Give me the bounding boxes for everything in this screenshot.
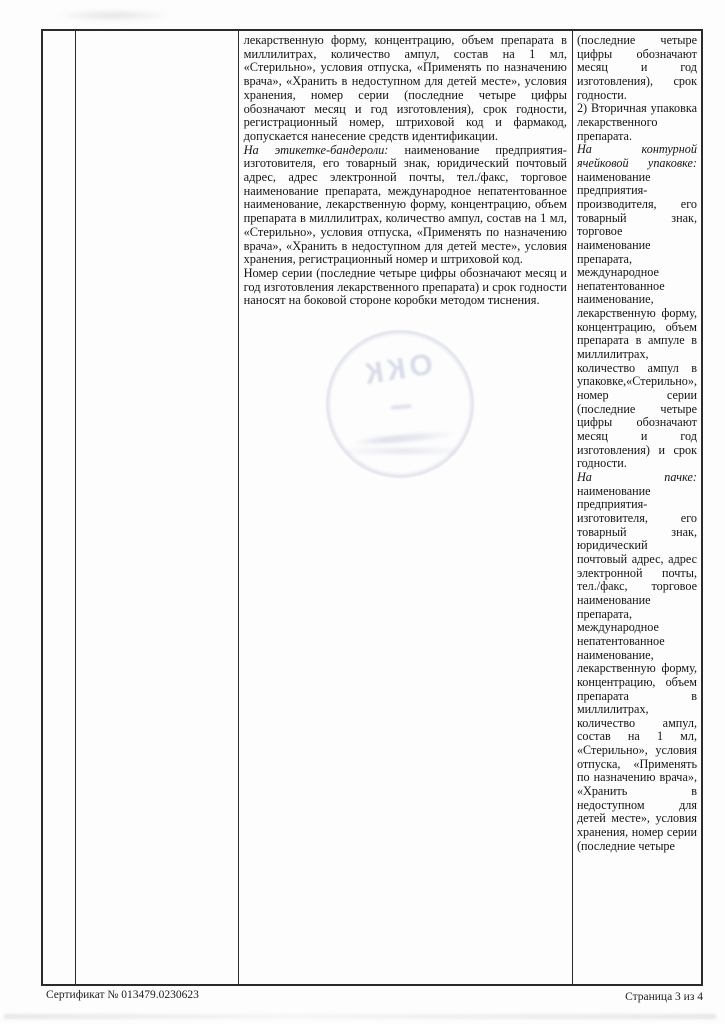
paragraph-lead-italic: На этикетке-бандероли: [243,142,389,157]
paragraph [244,34,567,144]
scan-smudge [58,10,168,21]
document-table [41,29,703,986]
paragraph-text: наименование предприятия-изготовителя, его товарный знак, юридический почтовый адрес, адрес электронной почты, тел./факс, торговое наименование препарата, международное непатентованное наименование, лекарственную форму, концентрацию, объем препарата в миллилитрах, количество ампул, состав на 1 мл, «Стерильно», условия отпуска, «Применять по назначению врача», «Хранить в недоступном для детей месте», условия хранения, номер серии (последние четыре [576,483,697,853]
paragraph [244,267,567,308]
paragraph-lead-italic: На пачке: [576,470,697,484]
table-main-text-column [239,31,573,984]
stamp-text: ОКК [358,347,436,392]
paragraph [577,102,697,143]
paragraph [577,143,697,471]
paragraph-text: (последние четыре цифры обозначают месяц и год изготовления), срок годности. [576,33,697,102]
paragraph [244,144,567,267]
table-empty-column-1 [43,31,76,984]
stamp-arc-text [354,431,452,447]
paragraph [577,471,697,853]
paragraph-text: лекарственную форму, концентрацию, объем препарата в миллилитрах, количество ампул, состав на 1 мл, «Стерильно», условия отпуска, «Применять по назначению врача», «Хранить в недоступном для детей месте», условия хранения, номер серии (последние четыре цифры обозначают месяц и год изготовления), срок годности, регистрационный номер, штриховой код и фармакод, допускается нанесение средств идентификации. [243,33,567,143]
paragraph-text: Номер серии (последние четыре цифры обозначают месяц и год изготовления лекарственного препарата) и срок годности наносят на боковой стороне коробки методом тиснения. [243,265,567,308]
scan-artifact-streak [4,1014,716,1019]
paragraph-text: 2) Вторичная упаковка лекарственного препарата. [576,101,697,143]
page-number: Страница 3 из 4 [625,991,703,1003]
stamp-bleedthrough-line [348,448,458,454]
stamp-mark [391,404,411,410]
paragraph-text: наименование предприятия-производителя, его товарный знак, торговое наименование препарата, международное непатентованное наименование, лекарственную форму, концентрацию, объем препарата в ампуле в миллилитрах, количество ампул в упаковке,«Стерильно», номер серии (последние четыре цифры обозначают месяц и год изготовления) и срок годности. [576,169,697,471]
paragraph-lead-italic: На контурной ячейковой упаковке: [576,142,697,170]
certificate-number: Сертификат № 013479.0230623 [46,989,199,1001]
paragraph [577,34,697,102]
paragraph-text: наименование предприятия-изготовителя, его товарный знак, юридический почтовый адрес, адрес электронной почты, тел./факс, торговое наименование препарата, международное непатентованное наименование, лекарственную форму, концентрацию, объем препарата в миллилитрах, количество ампул, состав на 1 мл, «Стерильно», условия отпуска, «Применять по назначению врача», «Хранить в недоступном для детей месте», условия хранения, регистрационный номер и штриховой код. [243,142,567,267]
table-empty-column-2 [76,31,238,984]
table-right-text-column [573,31,701,984]
